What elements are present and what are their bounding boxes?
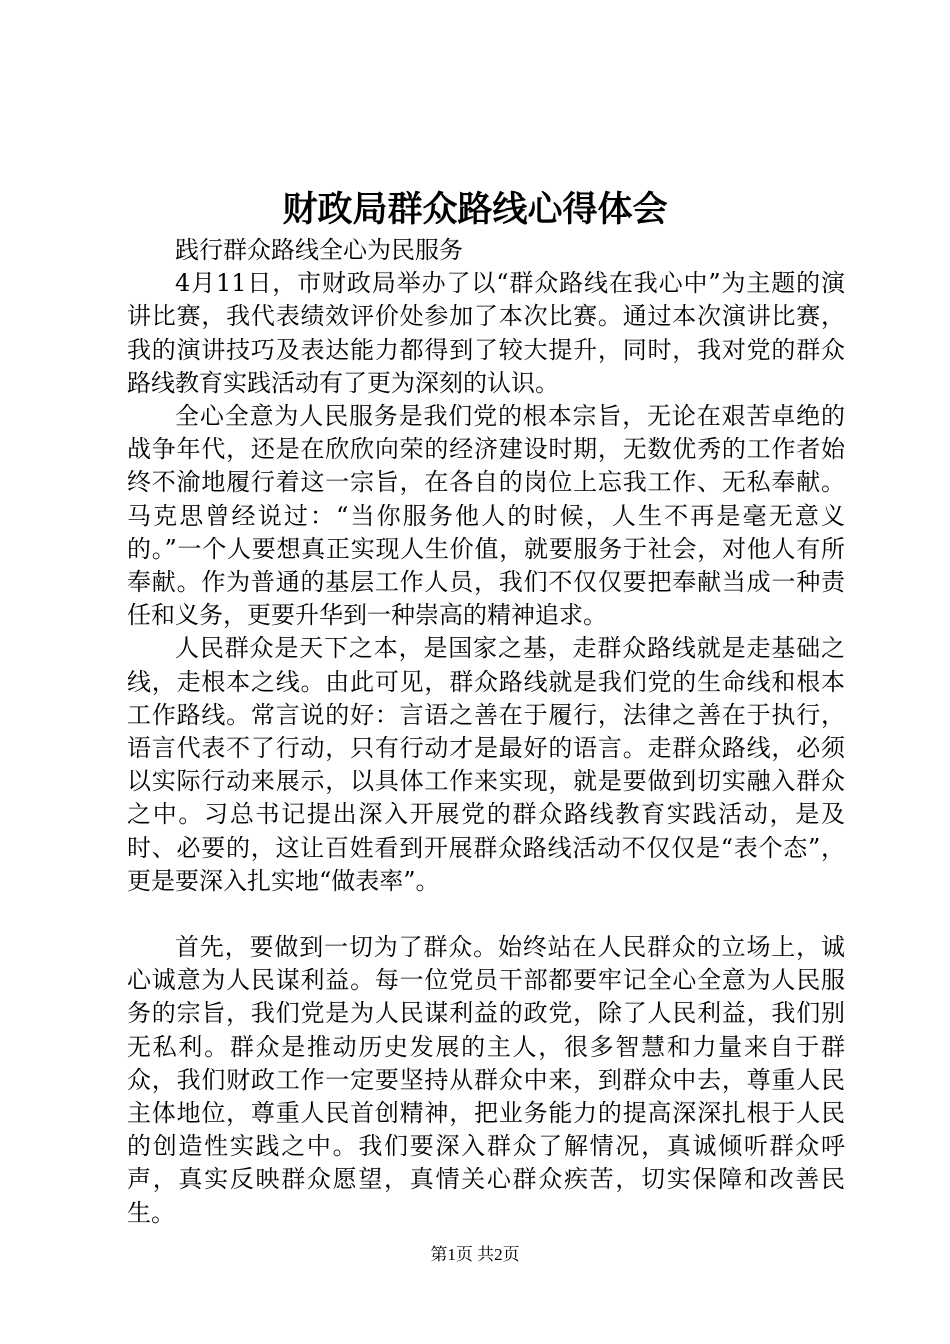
document-body: [127, 234, 845, 1230]
body-paragraph-1: 4月11日，市财政局举办了以“群众路线在我心中”为主题的演讲比赛，我代表绩效评价处参加了本次比赛。通过本次演讲比赛，我的演讲技巧及表达能力都得到了较大提升，同时，我对党的群众路线教育实践活动有了更为深刻的认识。: [127, 269, 845, 397]
page-footer: 第1页 共2页: [430, 1245, 520, 1264]
body-paragraph-2: 全心全意为人民服务是我们党的根本宗旨，无论在艰苦卓绝的战争年代，还是在欣欣向荣的经济建设时期，无数优秀的工作者始终不渝地履行着这一宗旨，在各自的岗位上忘我工作、无私奉献。马克思曾经说过：“当你服务他人的时候，人生不再是毫无意义的。”一个人要想真正实现人生价值，就要服务于社会，对他人有所奉献。作为普通的基层工作人员，我们不仅仅要把奉献当成一种责任和义务，更要升华到一种崇高的精神追求。: [127, 402, 845, 630]
body-paragraph-4: 首先，要做到一切为了群众。始终站在人民群众的立场上，诚心诚意为人民谋利益。每一位党员干部都要牢记全心全意为人民服务的宗旨，我们党是为人民谋利益的政党，除了人民利益，我们别无私利。群众是推动历史发展的主人，很多智慧和力量来自于群众，我们财政工作一定要坚持从群众中来，到群众中去，尊重人民主体地位，尊重人民首创精神，把业务能力的提高深深扎根于人民的创造性实践之中。我们要深入群众了解情况，真诚倾听群众呼声，真实反映群众愿望，真情关心群众疾苦，切实保障和改善民生。: [127, 933, 845, 1227]
document-title: 财政局群众路线心得体会: [282, 189, 668, 230]
subtitle-paragraph: 践行群众路线全心为民服务: [175, 236, 463, 264]
body-paragraph-3: 人民群众是天下之本，是国家之基，走群众路线就是走基础之线，走根本之线。由此可见，群众路线就是我们党的生命线和根本工作路线。常言说的好：言语之善在于履行，法律之善在于执行，语言代表不了行动，只有行动才是最好的语言。走群众路线，必须以实际行动来展示，以具体工作来实现，就是要做到切实融入群众之中。习总书记提出深入开展党的群众路线教育实践活动，是及时、必要的，这让百姓看到开展群众路线活动不仅仅是“表个态”，更是要深入扎实地“做表率”。: [127, 634, 845, 895]
